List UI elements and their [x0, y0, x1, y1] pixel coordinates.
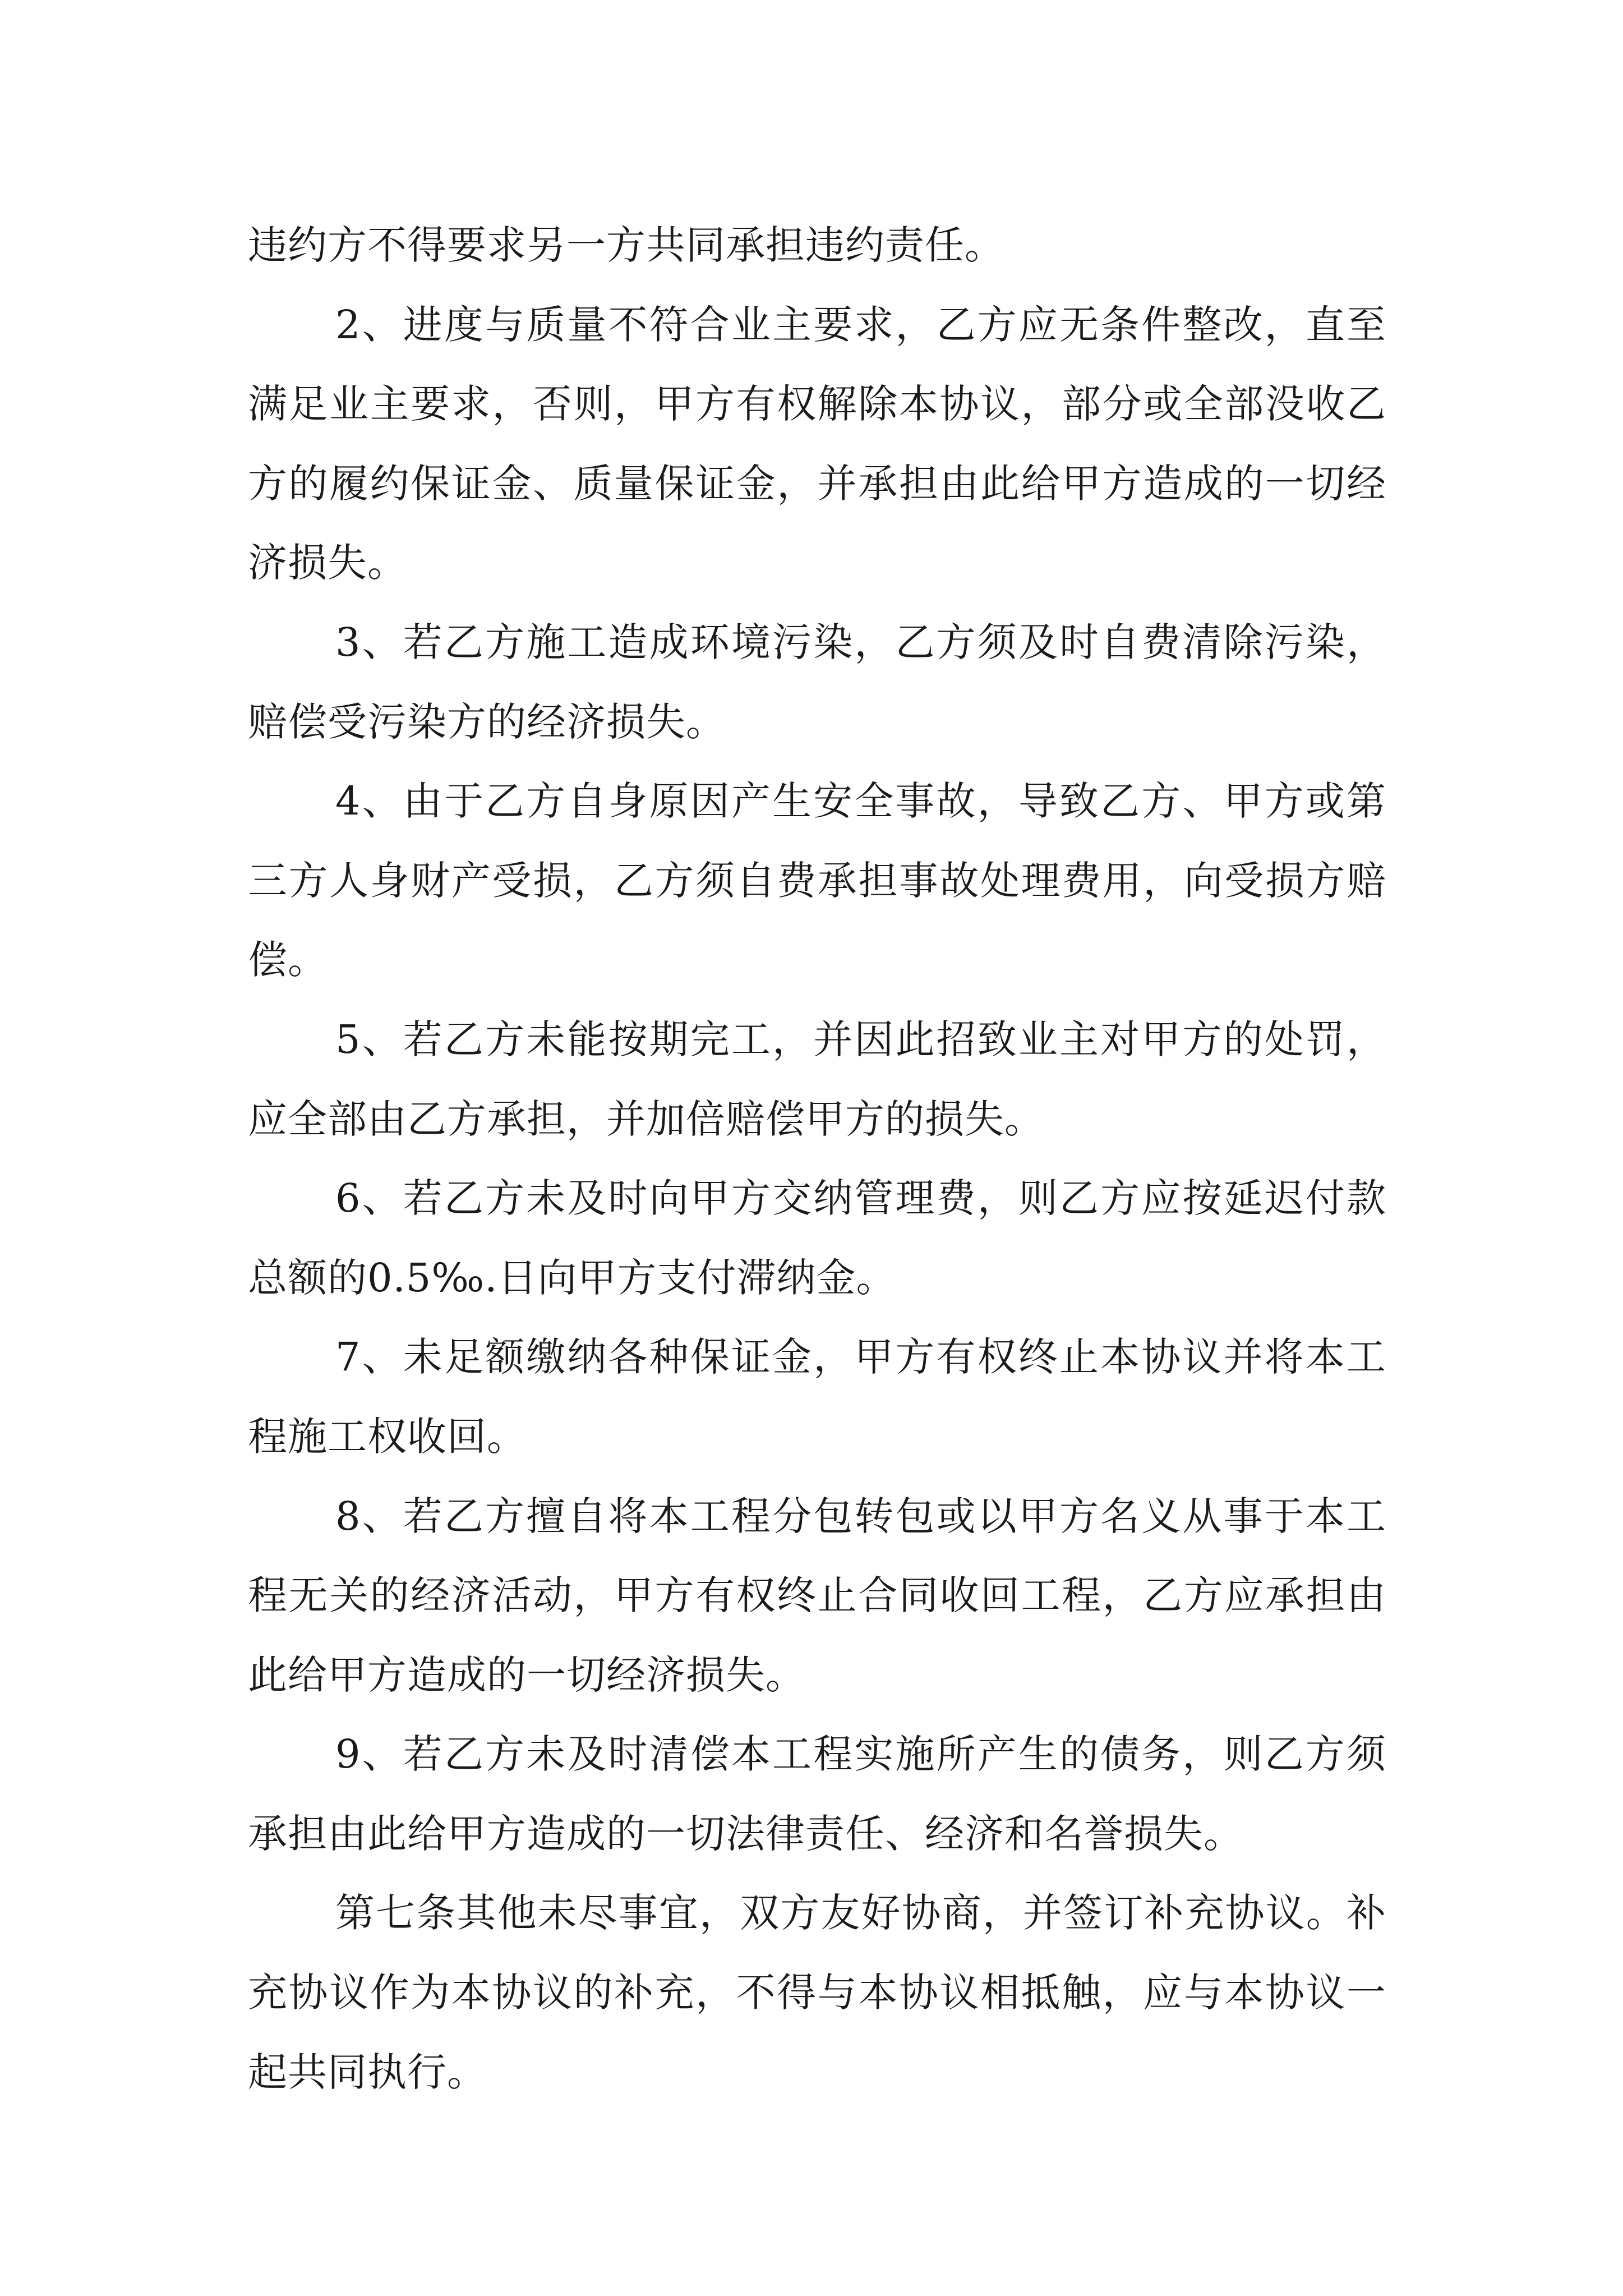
paragraph-clause-9: 9、若乙方未及时清偿本工程实施所产生的债务，则乙方须承担由此给甲方造成的一切法律责任、经济和名誉损失。: [248, 1731, 1386, 1857]
paragraph-clause-6: 6、若乙方未及时向甲方交纳管理费，则乙方应按延迟付款总额的0.5‰.日向甲方支付滞纳金。: [248, 1175, 1386, 1301]
paragraph-clause-3: 3、若乙方施工造成环境污染，乙方须及时自费清除污染，赔偿受污染方的经济损失。: [248, 619, 1386, 745]
paragraph-clause-5: 5、若乙方未能按期完工，并因此招致业主对甲方的处罚，应全部由乙方承担，并加倍赔偿甲方的损失。: [248, 1016, 1386, 1142]
document-body: [248, 206, 1386, 2112]
paragraph-clause-2: 2、进度与质量不符合业主要求，乙方应无条件整改，直至满足业主要求，否则，甲方有权解除本协议，部分或全部没收乙方的履约保证金、质量保证金，并承担由此给甲方造成的一切经济损失。: [248, 301, 1386, 586]
paragraph-breach-continuation: 违约方不得要求另一方共同承担违约责任。: [248, 222, 1004, 268]
paragraph-clause-4: 4、由于乙方自身原因产生安全事故，导致乙方、甲方或第三方人身财产受损，乙方须自费承担事故处理费用，向受损方赔偿。: [248, 778, 1386, 983]
paragraph-clause-7: 7、未足额缴纳各种保证金，甲方有权终止本协议并将本工程施工权收回。: [248, 1334, 1386, 1460]
paragraph-article-7: 第七条其他未尽事宜，双方友好协商，并签订补充协议。补充协议作为本协议的补充，不得与本协议相抵触，应与本协议一起共同执行。: [248, 1890, 1386, 2095]
paragraph-clause-8: 8、若乙方擅自将本工程分包转包或以甲方名义从事于本工程无关的经济活动，甲方有权终止合同收回工程，乙方应承担由此给甲方造成的一切经济损失。: [248, 1493, 1386, 1698]
